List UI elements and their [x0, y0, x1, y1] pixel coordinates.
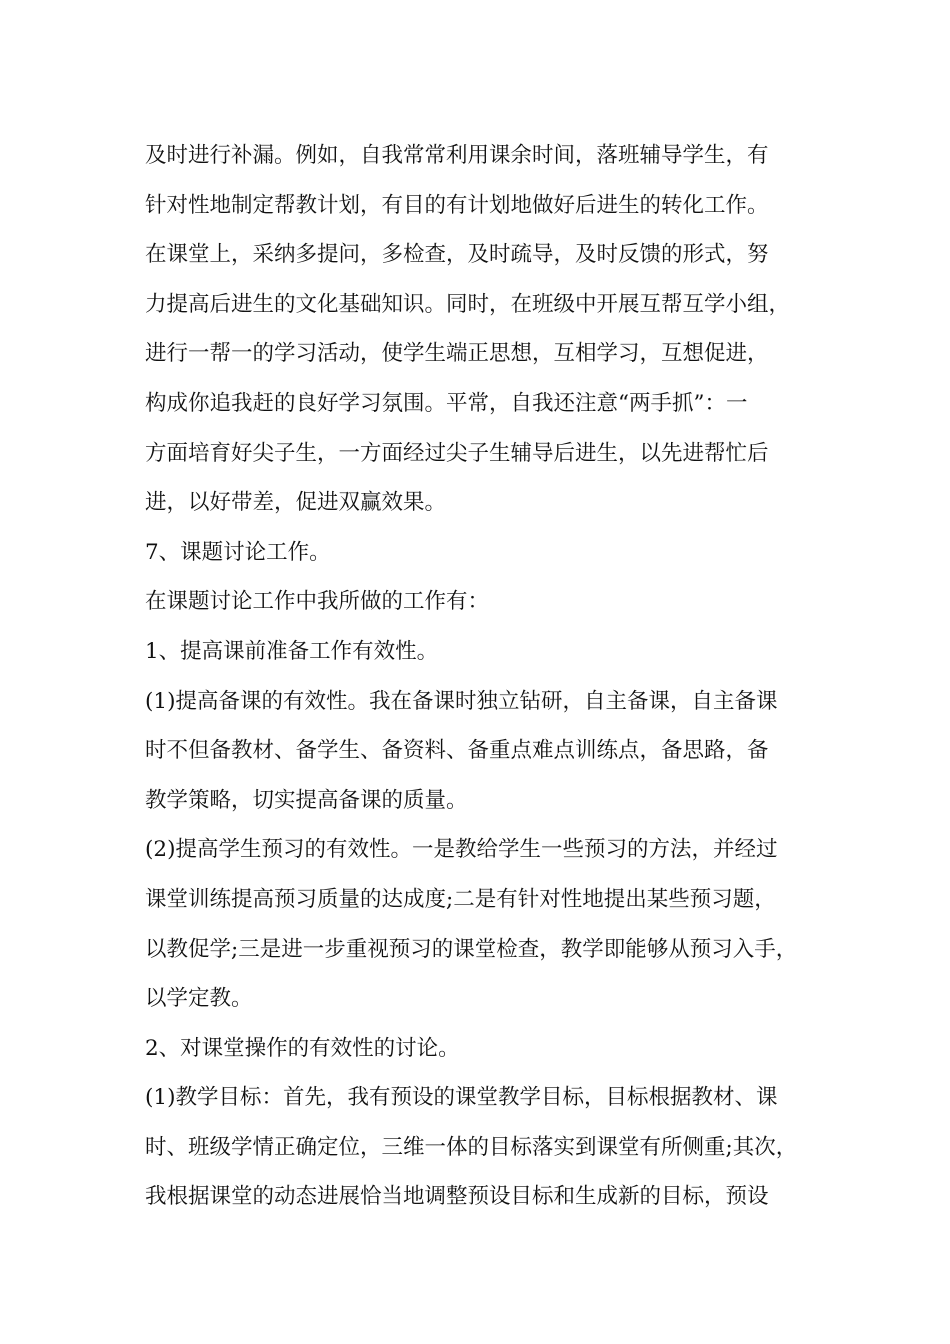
text-line: 时不但备教材、备学生、备资料、备重点难点训练点，备思路，备 — [145, 738, 769, 764]
text-line: 针对性地制定帮教计划，有目的有计划地做好后进生的转化工作。 — [145, 192, 769, 218]
document-body — [145, 131, 835, 1222]
text-line: 在课堂上，采纳多提问，多检查，及时疏导，及时反馈的形式，努 — [145, 242, 769, 268]
text-line: 时、班级学情正确定位，三维一体的目标落实到课堂有所侧重;其次， — [145, 1134, 798, 1160]
text-line: 教学策略，切实提高备课的质量。 — [145, 787, 468, 813]
text-line: 我根据课堂的动态进展恰当地调整预设目标和生成新的目标，预设 — [145, 1184, 769, 1210]
text-line: 构成你追我赶的良好学习氛围。平常，自我还注意“两手抓”：一 — [145, 390, 748, 416]
subsection-heading: 1、提高课前准备工作有效性。 — [145, 638, 439, 664]
text-line: (1)提高备课的有效性。我在备课时独立钻研，自主备课，自主备课 — [145, 688, 778, 714]
text-line: (2)提高学生预习的有效性。一是教给学生一些预习的方法，并经过 — [145, 837, 778, 863]
text-line: 进行一帮一的学习活动，使学生端正思想，互相学习，互想促进， — [145, 341, 769, 367]
text-line: 在课题讨论工作中我所做的工作有： — [145, 589, 490, 615]
subsection-heading: 2、对课堂操作的有效性的讨论。 — [145, 1035, 460, 1061]
text-line: 及时进行补漏。例如，自我常常利用课余时间，落班辅导学生，有 — [145, 143, 769, 168]
text-line: (1)教学目标：首先，我有预设的课堂教学目标，目标根据教材、课 — [145, 1085, 778, 1111]
text-line: 以学定教。 — [145, 986, 253, 1012]
section-heading: 7、课题讨论工作。 — [145, 539, 331, 565]
text-line: 方面培育好尖子生，一方面经过尖子生辅导后进生，以先进帮忙后 — [145, 440, 769, 466]
text-line: 课堂训练提高预习质量的达成度;二是有针对性地提出某些预习题， — [145, 886, 776, 912]
text-line: 以教促学;三是进一步重视预习的课堂检查，教学即能够从预习入手， — [145, 936, 798, 962]
text-line: 进，以好带差，促进双赢效果。 — [145, 490, 447, 516]
text-line: 力提高后进生的文化基础知识。同时，在班级中开展互帮互学小组， — [145, 291, 791, 317]
